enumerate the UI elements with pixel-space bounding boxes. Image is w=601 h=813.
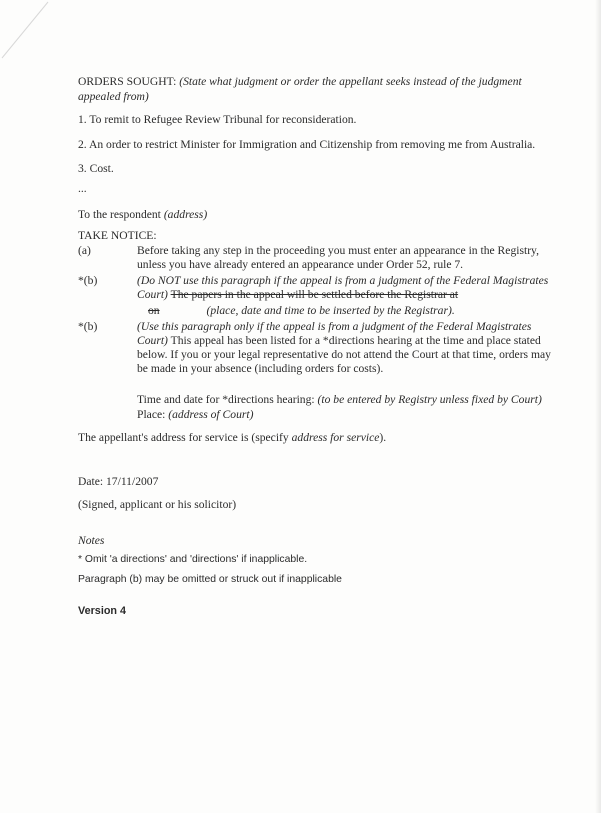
take-notice-heading: TAKE NOTICE:	[78, 229, 157, 242]
directions-time-field: (to be entered by Registry unless fixed by Court)	[317, 393, 542, 406]
signature-line: (Signed, applicant or his solicitor)	[78, 498, 237, 511]
orders-heading: ORDERS SOUGHT:	[78, 75, 177, 88]
para-b2-body: This appeal has been listed for a *directions hearing at the time and place stated below. If you or your legal representative do not attend the Court at that time, orders may be made in your absence (including orders for costs).	[137, 334, 551, 375]
para-b1-text	[137, 274, 553, 302]
service-field: address for service	[291, 431, 380, 444]
para-b1-line2	[148, 304, 553, 318]
para-a-label: (a)	[78, 244, 91, 257]
note-item-1: * Omit 'a directions' and 'directions' if inapplicable.	[78, 554, 308, 565]
para-b2-text	[137, 320, 553, 376]
para-b2-label: *(b)	[78, 320, 98, 333]
orders-sought	[78, 74, 561, 104]
orders-instruction: (State what judgment or order the appellant seeks instead of the judgment appealed from)	[78, 75, 522, 103]
date-line: Date: 17/11/2007	[78, 475, 159, 488]
para-a-text: Before taking any step in the proceeding you must enter an appearance in the Registry, unless you have already entered an appearance under Order 52, rule 7.	[137, 244, 539, 271]
version-label: Version 4	[78, 605, 127, 617]
respondent-line	[78, 207, 561, 222]
notes-heading: Notes	[78, 534, 105, 547]
respondent-prefix: To the respondent	[78, 208, 161, 221]
directions-place-prefix: Place:	[137, 408, 166, 421]
order-item-1: 1. To remit to Refugee Review Tribunal for reconsideration.	[78, 113, 357, 126]
ellipsis: ...	[78, 182, 87, 195]
directions-time-line	[137, 393, 553, 407]
service-line	[78, 430, 561, 445]
directions-place-line	[137, 408, 553, 422]
directions-time-prefix: Time and date for *directions hearing:	[137, 393, 315, 406]
service-suffix: ).	[379, 431, 387, 444]
para-b1-label: *(b)	[78, 274, 98, 287]
scan-mark	[0, 0, 60, 60]
directions-place-field: (address of Court)	[168, 408, 254, 421]
order-item-2: 2. An order to restrict Minister for Immigration and Citizenship from removing me from Australia.	[78, 138, 536, 151]
para-b1-struck-text: The papers in the appeal will be settled before the Registrar at	[170, 288, 459, 301]
para-b1-place-field: (place, date and time to be inserted by the Registrar).	[206, 304, 455, 317]
para-b2-instruction: (Use this paragraph only if the appeal is from a judgment of the Federal Magistrates Court)	[137, 320, 532, 347]
respondent-address-field: (address)	[163, 208, 208, 221]
para-b1-instruction: (Do NOT use this paragraph if the appeal is from a judgment of the Federal Magistrates Court)	[137, 274, 549, 301]
para-b1-struck-on: on	[148, 304, 160, 317]
order-item-3: 3. Cost.	[78, 162, 114, 175]
service-prefix: The appellant's address for service is (specify	[78, 431, 289, 444]
note-item-2: Paragraph (b) may be omitted or struck out if inapplicable	[78, 574, 342, 585]
scan-edge-shadow	[595, 0, 601, 813]
